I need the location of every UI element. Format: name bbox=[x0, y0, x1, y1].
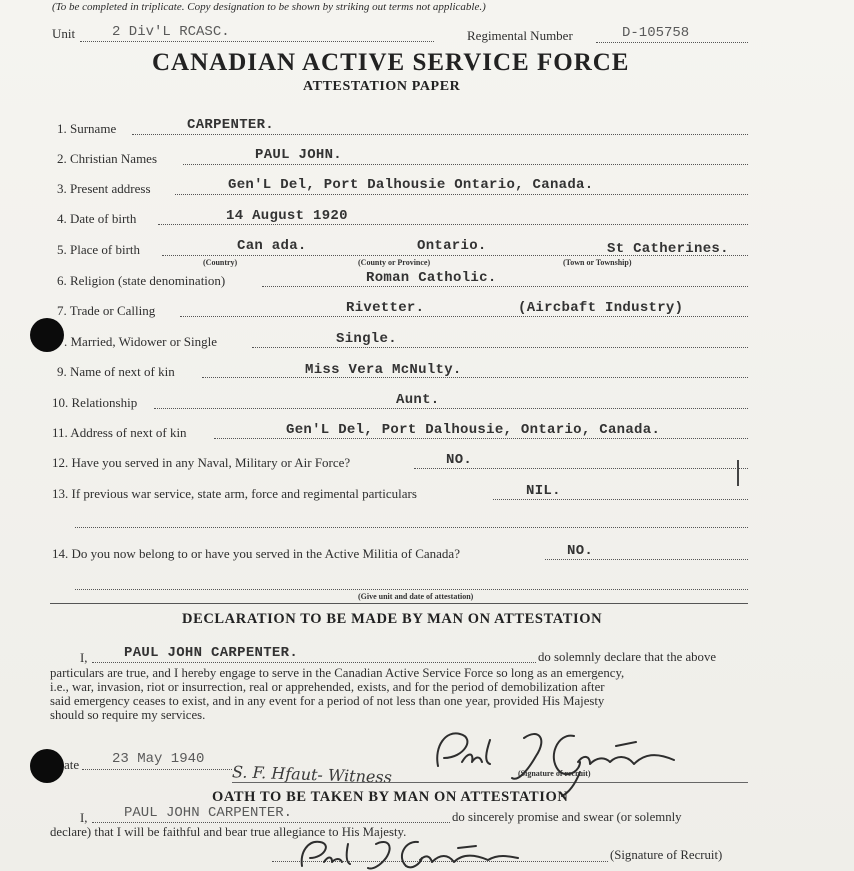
militia-value: NO. bbox=[567, 543, 594, 559]
pen-mark bbox=[737, 460, 739, 486]
declaration-line4: said emergency ceases to exist, and in any event for a period of not less than one year, provided His Majesty bbox=[50, 694, 605, 708]
witness-signature: S. F. Hfaut- Witness bbox=[231, 762, 393, 787]
birth-town-value: St Catherines. bbox=[607, 241, 729, 257]
kin-address-dots bbox=[214, 438, 748, 439]
marital-status-value: Single. bbox=[336, 331, 397, 347]
date-of-birth-value: 14 August 1920 bbox=[226, 208, 348, 224]
declaration-name-dots bbox=[92, 662, 536, 663]
place-of-birth-label: 5. Place of birth bbox=[57, 242, 141, 257]
regimental-number-label: Regimental Number bbox=[467, 28, 573, 43]
surname-label: 1. Surname bbox=[57, 121, 117, 136]
militia-dots bbox=[545, 559, 748, 560]
marital-status-label: . Married, Widower or Single bbox=[64, 334, 218, 349]
trade-value: Rivetter. bbox=[346, 300, 425, 316]
unit-dots bbox=[80, 41, 434, 42]
town-caption: (Town or Township) bbox=[563, 258, 632, 267]
next-of-kin-label: 9. Name of next of kin bbox=[57, 364, 175, 379]
signature-caption: (Signature of recruit) bbox=[518, 769, 591, 778]
militia-label: 14. Do you now belong to or have you served in the Active Militia of Canada? bbox=[52, 546, 460, 561]
birth-country-value: Can ada. bbox=[237, 238, 307, 254]
declaration-name: PAUL JOHN CARPENTER. bbox=[124, 645, 299, 661]
christian-names-dots bbox=[183, 164, 748, 165]
relationship-label: 10. Relationship bbox=[52, 395, 138, 410]
unit-label: Unit bbox=[52, 26, 76, 41]
marital-status-dots bbox=[252, 347, 748, 348]
oath-line2: declare) that I will be faithful and bear true allegiance to His Majesty. bbox=[50, 825, 407, 839]
unit-value: 2 Div'L RCASC. bbox=[112, 24, 230, 40]
served-dots bbox=[414, 468, 748, 469]
previous-service-label: 13. If previous war service, state arm, force and regimental particulars bbox=[52, 486, 417, 501]
oath-name: PAUL JOHN CARPENTER. bbox=[124, 805, 293, 821]
triplicate-note: (To be completed in triplicate. Copy designation to be shown by striking out terms not applicable.) bbox=[52, 1, 486, 13]
surname-value: CARPENTER. bbox=[187, 117, 275, 133]
oath-line1: do sincerely promise and swear (or solemnly bbox=[452, 810, 682, 824]
province-caption: (County or Province) bbox=[358, 258, 431, 267]
date-dots bbox=[82, 769, 232, 770]
served-label: 12. Have you served in any Naval, Military or Air Force? bbox=[52, 455, 351, 470]
punch-hole-2 bbox=[30, 749, 64, 783]
present-address-value: Gen'L Del, Port Dalhousie Ontario, Canada. bbox=[228, 177, 594, 193]
regimental-number-value: D-105758 bbox=[622, 25, 690, 41]
previous-service-dots-2 bbox=[75, 527, 748, 528]
oath-heading: OATH TO BE TAKEN BY MAN ON ATTESTATION bbox=[212, 789, 569, 805]
date-of-birth-label: 4. Date of birth bbox=[57, 211, 137, 226]
declaration-line1: do solemnly declare that the above bbox=[538, 650, 717, 664]
next-of-kin-value: Miss Vera McNulty. bbox=[305, 362, 462, 378]
declaration-heading: DECLARATION TO BE MADE BY MAN ON ATTESTATION bbox=[182, 611, 603, 627]
relationship-dots bbox=[154, 408, 748, 409]
kin-address-value: Gen'L Del, Port Dalhousie, Ontario, Canada. bbox=[286, 422, 661, 438]
relationship-value: Aunt. bbox=[396, 392, 440, 408]
religion-dots bbox=[262, 286, 748, 287]
oath-signature-caption: (Signature of Recruit) bbox=[610, 848, 723, 862]
oath-name-dots bbox=[92, 822, 450, 823]
present-address-dots bbox=[175, 194, 748, 195]
militia-caption: (Give unit and date of attestation) bbox=[358, 592, 474, 601]
served-value: NO. bbox=[446, 452, 473, 468]
date-value: 23 May 1940 bbox=[112, 751, 205, 767]
previous-service-value: NIL. bbox=[526, 483, 561, 499]
declaration-line2: particulars are true, and I hereby engage to serve in the Canadian Active Service Force so long as an emergency, bbox=[50, 666, 625, 680]
surname-dots bbox=[132, 134, 748, 135]
date-of-birth-dots bbox=[158, 224, 748, 225]
religion-value: Roman Catholic. bbox=[366, 270, 497, 286]
previous-service-dots bbox=[493, 499, 748, 500]
christian-names-label: 2. Christian Names bbox=[57, 151, 158, 166]
christian-names-value: PAUL JOHN. bbox=[255, 147, 343, 163]
trade-label: 7. Trade or Calling bbox=[57, 303, 156, 318]
next-of-kin-dots bbox=[202, 377, 748, 378]
birth-province-value: Ontario. bbox=[417, 238, 487, 254]
religion-label: 6. Religion (state denomination) bbox=[57, 273, 226, 288]
regimental-dots bbox=[596, 42, 748, 43]
country-caption: (Country) bbox=[203, 258, 238, 267]
form-subtitle: ATTESTATION PAPER bbox=[303, 79, 461, 94]
recruit-signature-2 bbox=[290, 834, 530, 871]
section-divider bbox=[50, 603, 748, 604]
trade-dots bbox=[180, 316, 748, 317]
declaration-i: I, bbox=[80, 651, 88, 665]
kin-address-label: 11. Address of next of kin bbox=[52, 425, 187, 440]
declaration-line3: i.e., war, invasion, riot or insurrection, real or apprehended, exists, and for the period of demobilization after bbox=[50, 680, 605, 694]
form-title: CANADIAN ACTIVE SERVICE FORCE bbox=[152, 49, 630, 76]
punch-hole bbox=[30, 318, 64, 352]
militia-dots-2 bbox=[75, 589, 748, 590]
declaration-line5: should so require my services. bbox=[50, 708, 206, 722]
trade-detail-value: (Aircbaft Industry) bbox=[518, 300, 684, 316]
date-label: ate bbox=[64, 757, 80, 772]
oath-i: I, bbox=[80, 811, 88, 825]
present-address-label: 3. Present address bbox=[57, 181, 151, 196]
